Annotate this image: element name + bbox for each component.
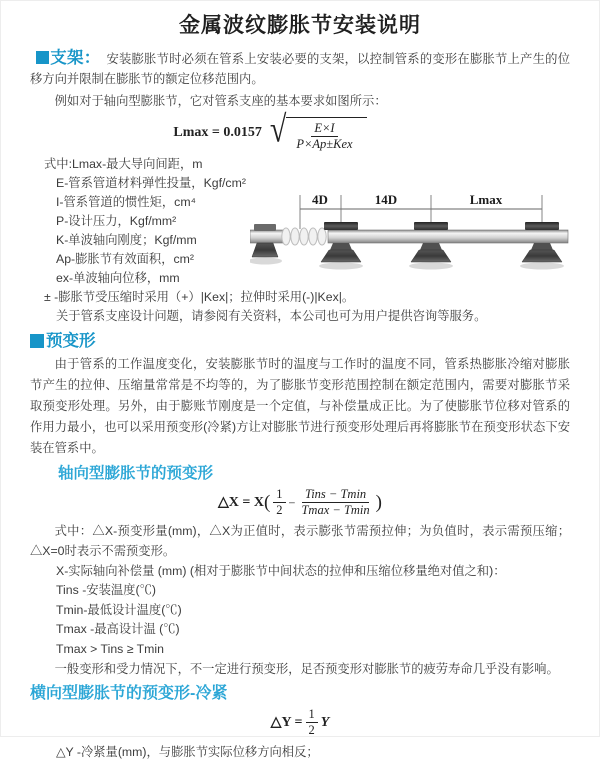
lateral-preform-formula — [30, 707, 570, 738]
radical-sign-icon: √ — [269, 109, 287, 151]
section-marker-icon — [36, 51, 49, 64]
axial-explain-text: 式中：△X-预变形量(mm)，△X为正值时，表示膨张节需预拉伸；为负值时，表示需预压缩；△X=0时表示不需预变形。 — [30, 524, 570, 558]
fraction-denominator: P×Ap±Kex — [296, 137, 353, 151]
preform-section-heading — [30, 332, 570, 350]
close-paren: ) — [375, 492, 382, 513]
formula-lhs: △X = X — [218, 494, 264, 510]
fraction-denominator: Tmax − Tmin — [301, 503, 370, 517]
lmax-formula — [30, 109, 510, 152]
support-section-heading: 支架： — [50, 49, 101, 67]
definition-line: P-设计压力，Kgf/mm² — [56, 214, 177, 228]
bellows-icon — [282, 228, 326, 245]
fraction-denominator: 2 — [308, 723, 315, 737]
pipe-segment — [328, 230, 568, 243]
definition-line: I-管系管道的惯性矩，cm⁴ — [56, 195, 196, 209]
section-marker-icon — [30, 334, 44, 348]
minus-sign: − — [288, 495, 296, 510]
temperature-fraction — [298, 487, 372, 518]
x-definition-line: X-实际轴向补偿量 (mm) (相对于膨胀节中间状态的拉伸和压缩位移量绝对值之和)： — [56, 564, 506, 578]
fraction-numerator: E×I — [311, 121, 337, 137]
support-example-line: 例如对于轴向型膨胀节，它对管系支座的基本要求如图所示： — [54, 94, 387, 108]
page-title: 金属波纹膨胀节安装说明 — [179, 14, 421, 37]
formula-lhs: △Y = — [270, 714, 303, 730]
preform-body-text: 由于管系的工作温度变化，安装膨胀节时的温度与工作时的温度不同，管系热膨胀冷缩对膨胀节产生的拉伸、压缩量常常是不均等的，为了膨胀节变形范围控制在额定范围内，需要对膨胀节采取预变形处理。另外，由于膨账节刚度是一个定值，与补偿量成正比。为了使膨胀节位移对管系的作用力最小，也可以采用预变形(冷紧)方让对膨胀节进行预变形处理后再将膨胀节在预变形状态下安装在管系中。 — [30, 357, 570, 455]
lateral-subheading: 横向型膨胀节的预变形-冷紧 — [30, 685, 228, 702]
radicand — [286, 117, 366, 152]
formula-lhs: Lmax = 0.0157 — [173, 125, 262, 140]
radical — [269, 109, 367, 152]
support-body-text: 安装膨胀节时必须在管系上安装必要的支架，以控制管系的变形在膨胀节上产生的位移方向并限制在膨胀节的额定位移范围内。 — [30, 52, 570, 86]
consult-note: 关于管系支座设计问题，请参阅有关资料，本公司也可为用户提供咨询等服务。 — [56, 309, 487, 323]
definition-line: E-管系管道材料弹性投量，Kgf/cm² — [56, 176, 246, 190]
half-fraction — [273, 487, 285, 518]
fraction-numerator: 1 — [273, 487, 285, 503]
definition-line: ex-单波轴向位移，mm — [56, 271, 180, 285]
axial-subheading: 轴向型膨胀节的预变形 — [58, 465, 214, 482]
formula-rhs: Y — [320, 714, 330, 730]
pipe-support-diagram — [250, 185, 598, 290]
half-fraction — [306, 707, 318, 738]
definition-line: K-单波轴向刚度；Kgf/mm — [56, 233, 197, 247]
dim-label-lmax: Lmax — [469, 192, 503, 207]
lateral-note-text: △Y -冷紧量(mm)，与膨胀节实际位移方向相反； — [56, 745, 319, 759]
pipe-segment — [250, 230, 284, 243]
open-paren: ( — [263, 492, 271, 513]
support-paragraph — [30, 48, 570, 89]
dim-label-4d: 4D — [312, 192, 328, 207]
dim-label-14d: 14D — [374, 192, 398, 207]
saddle-support — [520, 222, 564, 270]
definition-line: 式中:Lmax-最大导向间距，m — [44, 157, 203, 171]
temperature-line: Tmin-最低设计温度(℃) — [56, 602, 182, 617]
temperature-line: Tmax > Tins ≥ Tmin — [56, 641, 164, 656]
saddle-support — [409, 222, 453, 270]
temperature-line: Tins -安装温度(℃) — [56, 583, 156, 597]
fraction-numerator: 1 — [306, 707, 318, 723]
definition-line: Ap-膨胀节有效面积，cm² — [56, 252, 194, 266]
fraction — [293, 121, 355, 152]
preform-heading-text: 预变形 — [46, 332, 96, 350]
fraction-numerator: Tins − Tmin — [302, 487, 369, 503]
fraction-denominator: 2 — [276, 503, 283, 517]
definitions-and-diagram — [30, 155, 570, 326]
axial-note-text: 一般变形和受力情况下，不一定进行预变形，足否预变形对膨胀节的疲劳寿命几乎没有影响。 — [54, 662, 559, 676]
plus-minus-note: ± -膨胀节受压缩时采用（+）|Kex|；拉伸时采用(-)|Kex|。 — [44, 290, 355, 304]
axial-preform-formula — [30, 487, 570, 518]
temperature-line: Tmax -最高设计温 (℃) — [56, 622, 180, 636]
saddle-support — [319, 222, 363, 270]
